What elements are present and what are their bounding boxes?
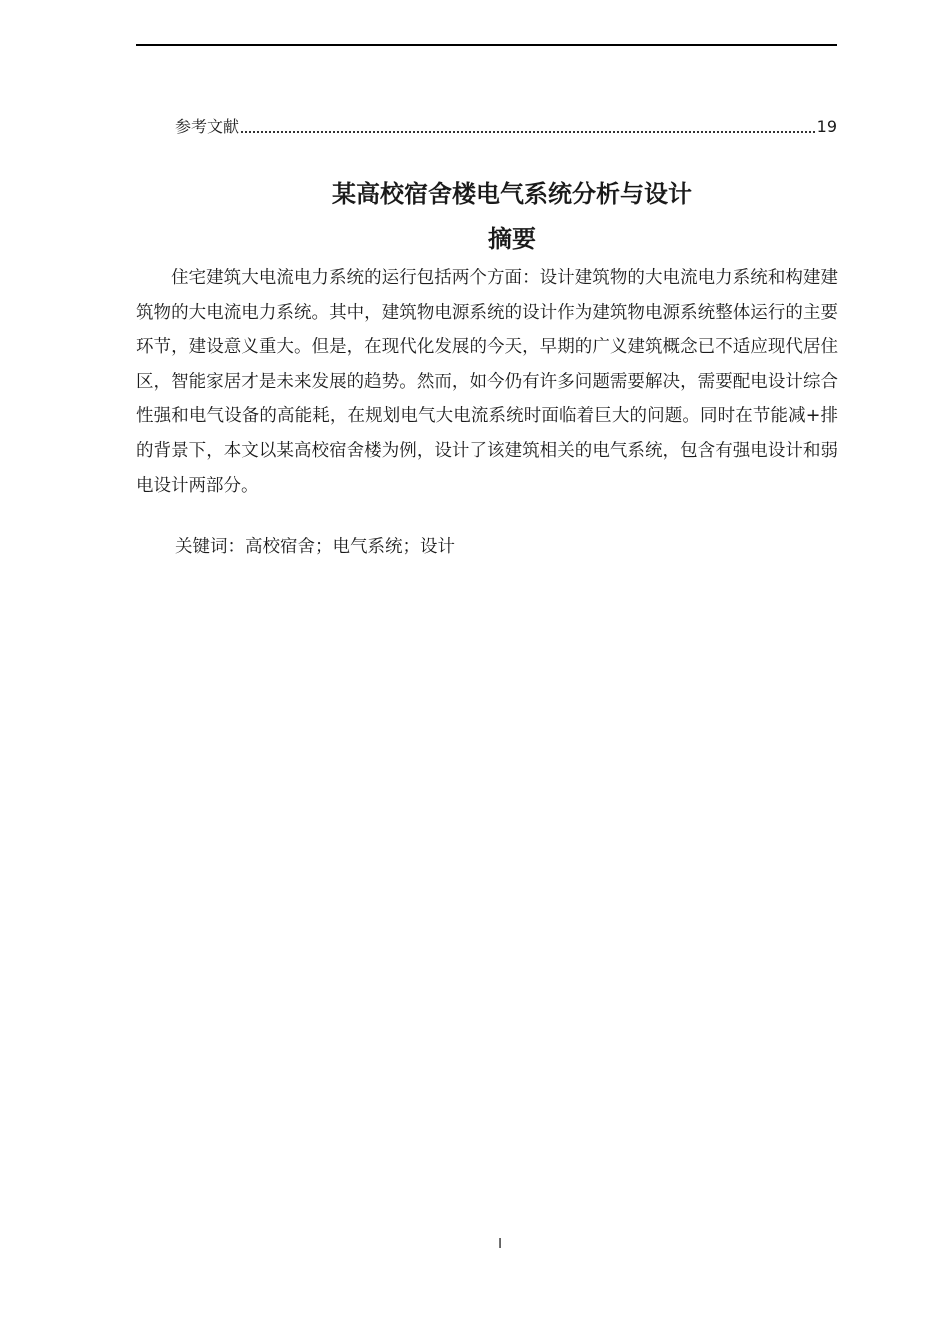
toc-dot-leader (241, 131, 815, 133)
abstract-body: 住宅建筑大电流电力系统的运行包括两个方面：设计建筑物的大电流电力系统和构建建筑物的大电流电力系统。其中，建筑物电源系统的设计作为建筑物电源系统整体运行的主要环节，建设意义重大。但是，在现代化发展的今天，早期的广义建筑概念已不适应现代居住区，智能家居才是未来发展的趋势。然而，如今仍有许多问题需要解决，需要配电设计综合性强和电气设备的高能耗，在规划电气大电流系统时面临着巨大的问题。同时在节能减+排的背景下，本文以某高校宿舍楼为例，设计了该建筑相关的电气系统，包含有强电设计和弱电设计两部分。 (136, 268, 838, 496)
document-title: 某高校宿舍楼电气系统分析与设计 (332, 180, 692, 208)
abstract-heading: 摘要 (488, 225, 536, 253)
page-number: I (498, 1237, 502, 1252)
toc-entry-references[interactable] (175, 114, 837, 140)
toc-entry-page-number: 19 (816, 117, 837, 136)
header-rule (136, 44, 837, 46)
keywords-line: 关键词：高校宿舍；电气系统；设计 (175, 537, 455, 557)
toc-entry-label: 参考文献 (175, 117, 240, 136)
